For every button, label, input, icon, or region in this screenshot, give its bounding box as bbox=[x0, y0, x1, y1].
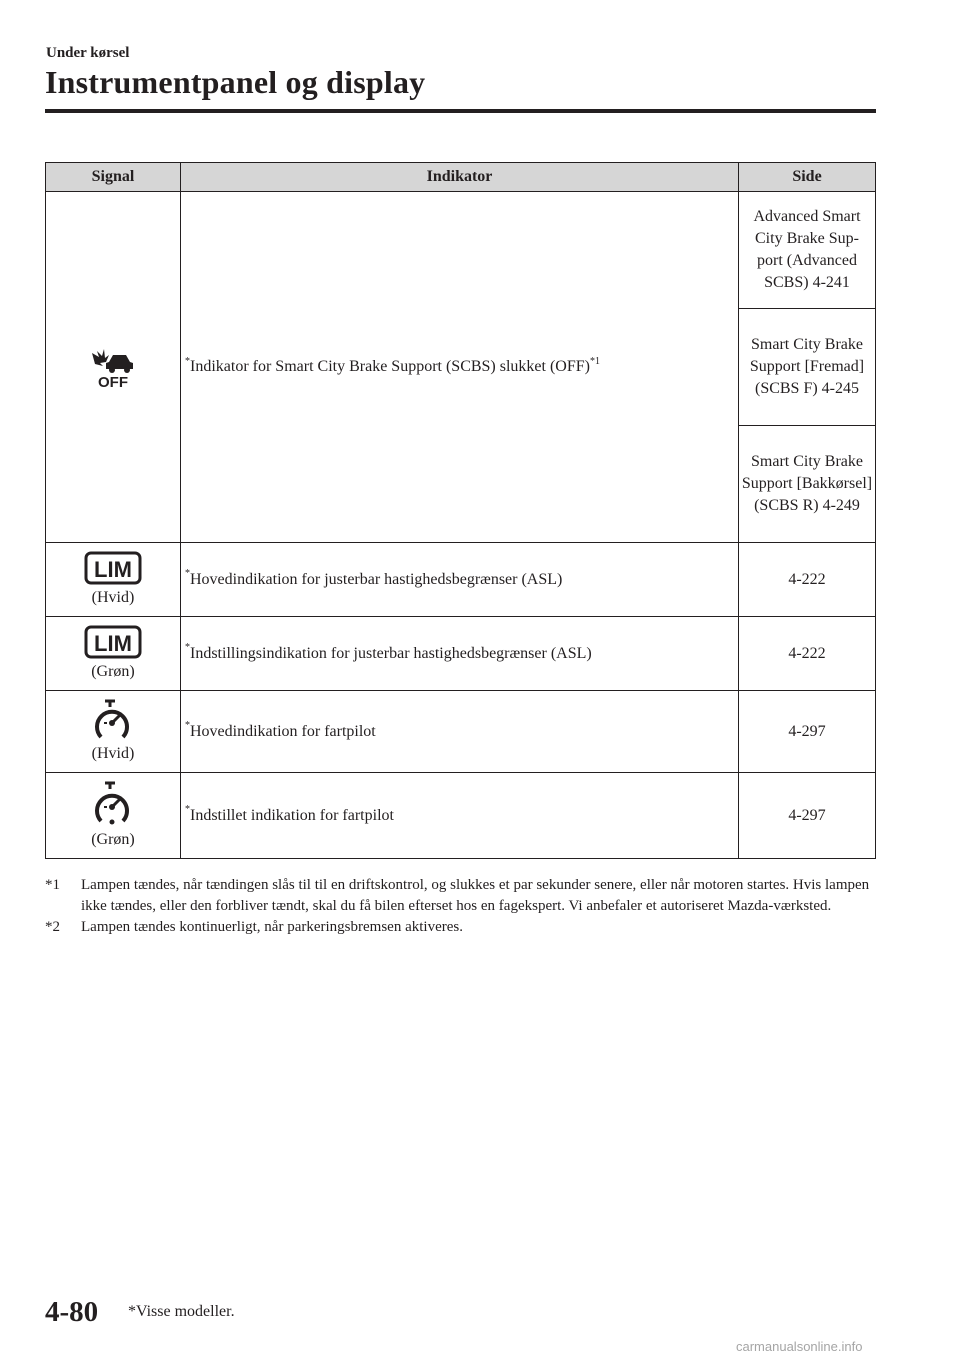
table-row bbox=[46, 617, 876, 691]
indicator-text: Indstillet indikation for fartpilot bbox=[190, 806, 394, 824]
indicator-cell bbox=[181, 773, 739, 859]
table-row bbox=[46, 192, 876, 309]
table-header-row bbox=[46, 163, 876, 192]
table-row bbox=[46, 773, 876, 859]
signal-cell bbox=[46, 691, 181, 773]
footnote bbox=[45, 917, 880, 938]
indicator-cell bbox=[181, 192, 739, 543]
title-rule bbox=[45, 109, 876, 113]
lim-icon-text: LIM bbox=[94, 630, 132, 656]
table-row bbox=[46, 691, 876, 773]
indicator-table bbox=[45, 162, 876, 859]
indicator-text: Indikator for Smart City Brake Support (SCBS) slukket (OFF) bbox=[190, 358, 590, 375]
page-title: Instrumentpanel og display bbox=[45, 64, 426, 100]
indicator-text: Hovedindikation for fartpilot bbox=[190, 722, 376, 740]
signal-cell bbox=[46, 543, 181, 617]
lim-icon-text: LIM bbox=[94, 556, 132, 582]
scbs-off-icon bbox=[88, 346, 138, 388]
cruise-control-icon bbox=[93, 781, 133, 827]
color-note: (Grøn) bbox=[91, 662, 135, 680]
scbs-off-icon-text: OFF bbox=[98, 374, 128, 388]
page-ref-cell: Smart City Brake Support [Bakkørsel] (SCBS R) 4-249 bbox=[739, 426, 876, 543]
asterisk-mark: * bbox=[185, 642, 190, 654]
asterisk-mark: * bbox=[185, 720, 190, 732]
indicator-text: Hovedindikation for justerbar hastighedsbegrænser (ASL) bbox=[190, 570, 563, 588]
models-note: *Visse modeller. bbox=[128, 1303, 235, 1320]
indicator-cell bbox=[181, 617, 739, 691]
signal-cell bbox=[46, 773, 181, 859]
page-ref-cell: 4-297 bbox=[739, 691, 876, 773]
asterisk-mark: * bbox=[185, 568, 190, 580]
footnote-mark: *1 bbox=[45, 877, 60, 893]
color-note: (Hvid) bbox=[91, 744, 135, 762]
page-ref-cell: 4-222 bbox=[739, 543, 876, 617]
footnote-mark: *2 bbox=[45, 919, 60, 935]
watermark[interactable]: carmanualsonline.info bbox=[736, 1339, 863, 1354]
page-ref-cell: Advanced Smart City Brake Sup- port (Advanced SCBS) 4-241 bbox=[739, 192, 876, 309]
footnote-text: Lampen tændes, når tændingen slås til til en driftskontrol, og slukkes et par sekunder senere, eller når motoren startes. Hvis lampen ikke tændes, eller den forbliver tændt, skal du få bilen efterset hos en fagekspert. Vi anbefaler et autoriseret Mazda-værksted. bbox=[81, 877, 870, 914]
cruise-control-icon bbox=[93, 699, 133, 741]
footnotes bbox=[45, 875, 880, 938]
page-ref-cell: Smart City Brake Support [Fremad] (SCBS F) 4-245 bbox=[739, 309, 876, 426]
signal-cell bbox=[46, 617, 181, 691]
column-header-side: Side bbox=[739, 163, 876, 192]
footnote bbox=[45, 875, 880, 917]
column-header-indikator: Indikator bbox=[181, 163, 739, 192]
page-number: 4-80 bbox=[45, 1296, 99, 1328]
page-ref-cell: 4-222 bbox=[739, 617, 876, 691]
signal-cell bbox=[46, 192, 181, 543]
column-header-signal: Signal bbox=[46, 163, 181, 192]
footnote-ref: *1 bbox=[589, 355, 600, 367]
color-note: (Hvid) bbox=[91, 588, 135, 606]
indicator-cell bbox=[181, 543, 739, 617]
footnote-text: Lampen tændes kontinuerligt, når parkeringsbremsen aktiveres. bbox=[81, 919, 463, 935]
asterisk-mark: * bbox=[185, 804, 190, 816]
section-label: Under kørsel bbox=[46, 45, 130, 61]
table-row bbox=[46, 543, 876, 617]
lim-icon bbox=[84, 625, 142, 659]
asterisk-mark: * bbox=[185, 355, 190, 367]
page-ref-cell: 4-297 bbox=[739, 773, 876, 859]
indicator-text: Indstillingsindikation for justerbar hastighedsbegrænser (ASL) bbox=[190, 644, 592, 662]
lim-icon bbox=[84, 551, 142, 585]
color-note: (Grøn) bbox=[91, 830, 135, 848]
indicator-cell bbox=[181, 691, 739, 773]
